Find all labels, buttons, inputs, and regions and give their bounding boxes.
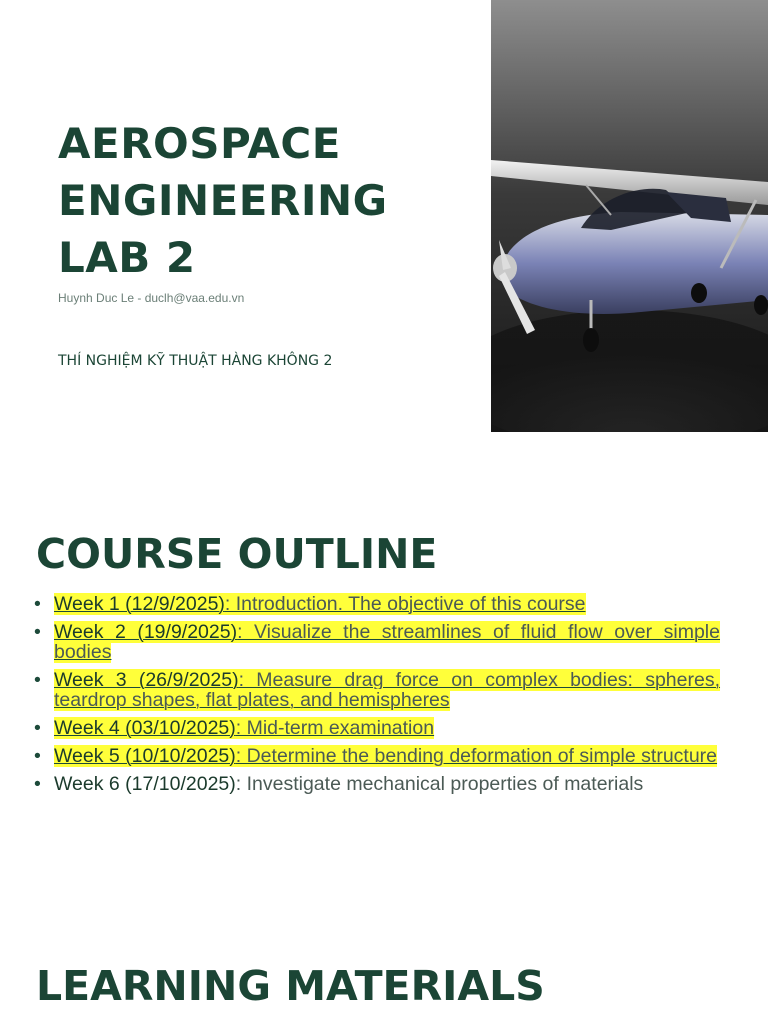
list-item: [32, 594, 720, 614]
title-slide: [0, 0, 768, 432]
week-label: Week 2 (19/9/2025): [54, 621, 238, 643]
author-line: Huynh Duc Le - duclh@vaa.edu.vn: [58, 291, 245, 305]
presentation-title: [58, 115, 388, 286]
bullet: •: [34, 669, 41, 691]
bullet: •: [34, 745, 41, 767]
course-outline-slide: [0, 432, 768, 1024]
title-line-3: LAB 2: [58, 233, 196, 282]
week-description: : Determine the bending deformation of simple structure: [235, 745, 718, 767]
week-description: : Mid-term examination: [235, 717, 435, 739]
bullet: •: [34, 593, 41, 615]
week-description: : Introduction. The objective of this course: [224, 593, 586, 615]
course-outline-list: [32, 594, 720, 802]
airplane-photo: [491, 0, 768, 432]
bullet: •: [34, 773, 41, 795]
week-label: Week 4 (03/10/2025): [54, 717, 236, 739]
week-label: Week 6 (17/10/2025): [54, 773, 236, 795]
week-label: Week 5 (10/10/2025): [54, 745, 236, 767]
bullet: •: [34, 621, 41, 643]
list-item: [32, 622, 720, 662]
list-item: [32, 746, 720, 766]
list-item: [32, 774, 720, 794]
title-line-1: AEROSPACE: [58, 119, 341, 168]
list-item: [32, 718, 720, 738]
week-description: : Visualize the streamlines of fluid flow over simple bodies: [54, 621, 720, 663]
learning-materials-heading: LEARNING MATERIALS: [36, 962, 545, 1010]
bullet: •: [34, 717, 41, 739]
subtitle: THÍ NGHIỆM KỸ THUẬT HÀNG KHÔNG 2: [58, 353, 333, 369]
list-item: [32, 670, 720, 710]
week-description: : Measure drag force on complex bodies: spheres, teardrop shapes, flat plates, and hemispheres: [54, 669, 721, 711]
week-label: Week 3 (26/9/2025): [54, 669, 239, 691]
title-line-2: ENGINEERING: [58, 176, 388, 225]
course-outline-heading: COURSE OUTLINE: [36, 530, 438, 578]
week-label: Week 1 (12/9/2025): [54, 593, 225, 615]
week-description: : Investigate mechanical properties of materials: [235, 773, 644, 795]
